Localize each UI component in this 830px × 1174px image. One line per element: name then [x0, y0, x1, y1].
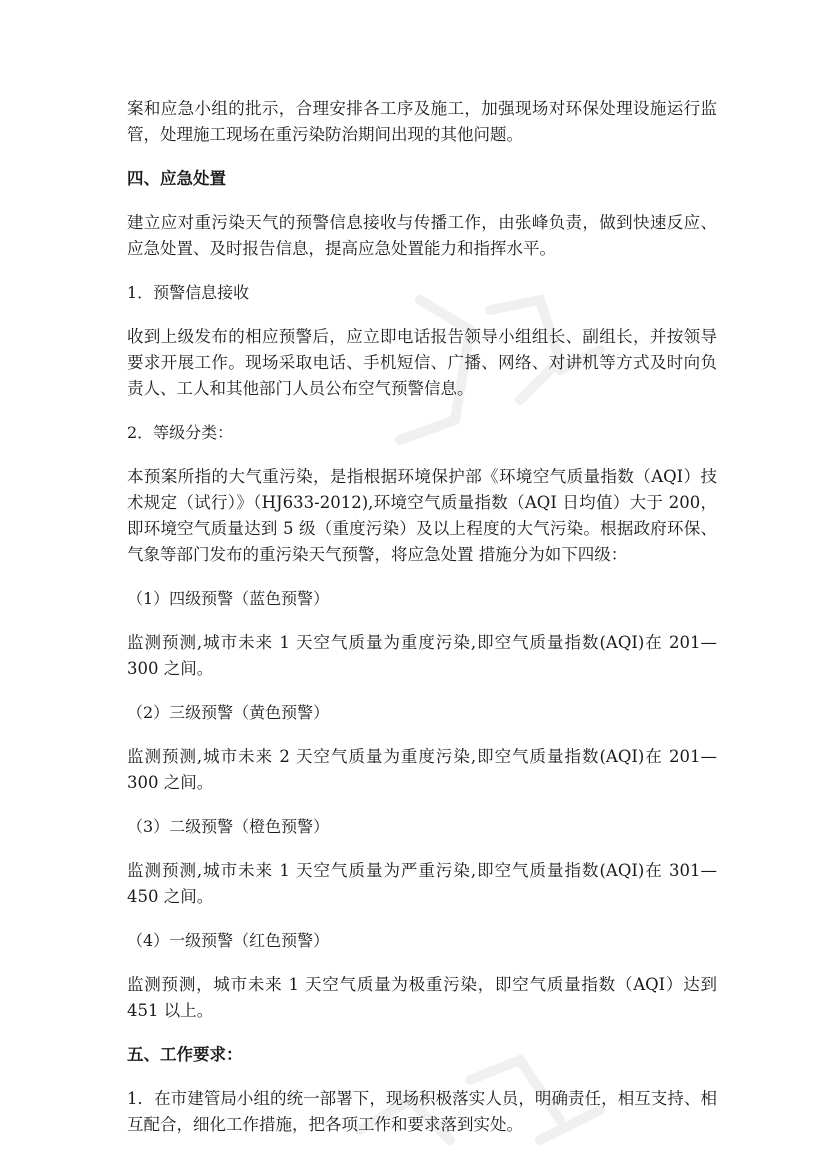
level4-blue-text: 监测预测,城市未来 1 天空气质量为重度污染,即空气质量指数(AQI)在 201—300 之间。 — [127, 633, 717, 678]
level2-orange-title: （3）二级预警（橙色预警） — [127, 817, 330, 836]
paragraph-level-classification: 本预案所指的大气重污染，是指根据环境保护部《环境空气质量指数（AQI）技术规定（试行）》（HJ633-2012),环境空气质量指数（AQI 日均值）大于 200，即环境空气质量达到 5 级（重度污染）及以上程度的大气污染。根据政府环保、气象等部门发布的重污染天气预警，将应急处置 措施分为如下四级： — [127, 467, 717, 564]
paragraph-continuation: 案和应急小组的批示，合理安排各工序及施工，加强现场对环保处理设施运行监管，处理施工现场在重污染防治期间出现的其他问题。 — [127, 99, 717, 144]
paragraph-requirement-1: 1．在市建管局小组的统一部署下，现场积极落实人员，明确责任，相互支持、相互配合，细化工作措施，把各项工作和要求落到实处。 — [127, 1089, 717, 1134]
item-warning-receipt-title: 1．预警信息接收 — [127, 283, 250, 302]
item-level-classification-title: 2．等级分类： — [127, 423, 234, 442]
level3-yellow-text: 监测预测,城市未来 2 天空气质量为重度污染,即空气质量指数(AQI)在 201—300 之间。 — [127, 747, 717, 792]
level4-blue-title: （1）四级预警（蓝色预警） — [127, 589, 330, 608]
level1-red-text: 监测预测，城市未来 1 天空气质量为极重污染，即空气质量指数（AQI）达到 451 以上。 — [127, 975, 717, 1020]
document-page — [127, 96, 717, 1156]
section-heading-emergency: 四、应急处置 — [127, 169, 226, 188]
paragraph-warning-receipt: 收到上级发布的相应预警后，应立即电话报告领导小组组长、副组长，并按领导要求开展工作。现场采取电话、手机短信、广播、网络、对讲机等方式及时向负责人、工人和其他部门人员公布空气预警信息。 — [127, 327, 717, 398]
paragraph-intro: 建立应对重污染天气的预警信息接收与传播工作，由张峰负责，做到快速反应、应急处置、及时报告信息，提高应急处置能力和指挥水平。 — [127, 213, 717, 258]
section-heading-requirements: 五、工作要求： — [127, 1045, 243, 1064]
level3-yellow-title: （2）三级预警（黄色预警） — [127, 703, 330, 722]
level1-red-title: （4）一级预警（红色预警） — [127, 931, 330, 950]
level2-orange-text: 监测预测,城市未来 1 天空气质量为严重污染,即空气质量指数(AQI)在 301—450 之间。 — [127, 861, 717, 906]
